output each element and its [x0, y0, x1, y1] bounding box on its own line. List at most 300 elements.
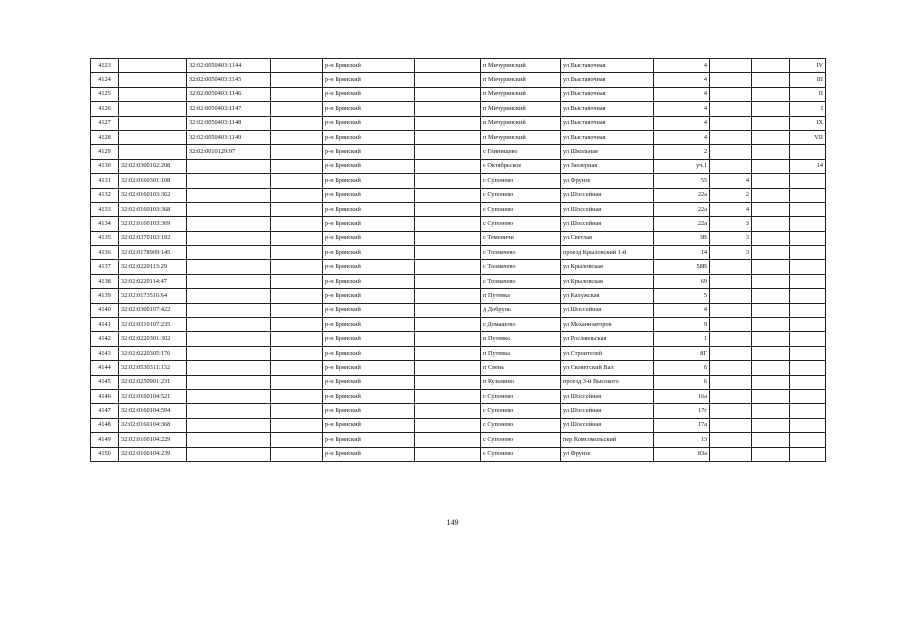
row-number-cell: 4128	[91, 130, 119, 144]
settlement-cell: п Мичуринский	[481, 116, 561, 130]
room-cell	[790, 404, 826, 418]
cadastral-number-cell: 32:02:0300107:422	[119, 303, 187, 317]
room-cell	[790, 332, 826, 346]
empty-cell	[415, 361, 481, 375]
empty-cell	[752, 375, 790, 389]
district-cell: р-н Брянский	[323, 346, 415, 360]
house-number-cell: 6	[654, 361, 710, 375]
room-cell: III	[790, 73, 826, 87]
street-cell: пер Комсомольский	[561, 433, 654, 447]
empty-cell	[271, 274, 323, 288]
settlement-cell: с Супонево	[481, 447, 561, 461]
table-row	[91, 375, 826, 389]
empty-cell	[752, 332, 790, 346]
empty-cell	[415, 231, 481, 245]
settlement-cell: с Супонево	[481, 404, 561, 418]
room-cell	[790, 375, 826, 389]
table-row	[91, 447, 826, 461]
empty-cell	[271, 188, 323, 202]
house-number-cell: 4	[654, 73, 710, 87]
house-number-cell: 58В	[654, 260, 710, 274]
empty-cell	[752, 202, 790, 216]
empty-cell	[752, 246, 790, 260]
cadastral-number-cell	[119, 73, 187, 87]
empty-cell	[752, 404, 790, 418]
empty-cell	[271, 202, 323, 216]
row-number-cell: 4142	[91, 332, 119, 346]
district-cell: р-н Брянский	[323, 289, 415, 303]
street-cell: ул Выставочная	[561, 73, 654, 87]
row-number-cell: 4150	[91, 447, 119, 461]
empty-cell	[752, 73, 790, 87]
district-cell: р-н Брянский	[323, 116, 415, 130]
empty-cell	[271, 375, 323, 389]
house-number-cell: 4	[654, 303, 710, 317]
empty-cell	[752, 116, 790, 130]
row-number-cell: 4133	[91, 202, 119, 216]
room-cell	[790, 217, 826, 231]
district-cell: р-н Брянский	[323, 174, 415, 188]
district-cell: р-н Брянский	[323, 260, 415, 274]
street-cell: ул Калужская	[561, 289, 654, 303]
empty-cell	[271, 116, 323, 130]
row-number-cell: 4123	[91, 59, 119, 73]
room-cell: IX	[790, 116, 826, 130]
cadastral-number-building-cell	[187, 346, 271, 360]
empty-cell	[271, 447, 323, 461]
apartment-cell	[710, 159, 752, 173]
apartment-cell	[710, 130, 752, 144]
table-row	[91, 389, 826, 403]
table-row	[91, 130, 826, 144]
street-cell: ул Шоссейная	[561, 303, 654, 317]
empty-cell	[271, 404, 323, 418]
street-cell: ул Заозерная	[561, 159, 654, 173]
district-cell: р-н Брянский	[323, 447, 415, 461]
table-row	[91, 217, 826, 231]
cadastral-number-building-cell: 32:02:0010129:97	[187, 145, 271, 159]
cadastral-number-building-cell	[187, 274, 271, 288]
district-cell: р-н Брянский	[323, 231, 415, 245]
row-number-cell: 4144	[91, 361, 119, 375]
table-row	[91, 260, 826, 274]
street-cell: ул Шоссейная	[561, 404, 654, 418]
empty-cell	[271, 130, 323, 144]
empty-cell	[415, 73, 481, 87]
street-cell: ул Шоссейная	[561, 217, 654, 231]
house-number-cell: 8Г	[654, 346, 710, 360]
table-row	[91, 318, 826, 332]
empty-cell	[752, 303, 790, 317]
street-cell: ул Выставочная	[561, 130, 654, 144]
cadastral-number-cell	[119, 59, 187, 73]
row-number-cell: 4136	[91, 246, 119, 260]
house-number-cell: 4	[654, 59, 710, 73]
house-number-cell: 4	[654, 116, 710, 130]
empty-cell	[415, 332, 481, 346]
settlement-cell: с Супонево	[481, 389, 561, 403]
settlement-cell: с Супонево	[481, 217, 561, 231]
settlement-cell: с Супонево	[481, 188, 561, 202]
cadastral-number-cell: 32:02:0160104:229	[119, 433, 187, 447]
table-row	[91, 418, 826, 432]
apartment-cell	[710, 447, 752, 461]
empty-cell	[752, 318, 790, 332]
row-number-cell: 4141	[91, 318, 119, 332]
settlement-cell: с Домашово	[481, 318, 561, 332]
settlement-cell: с Супонево	[481, 433, 561, 447]
cadastral-number-building-cell: 32:02:0050403:1147	[187, 102, 271, 116]
empty-cell	[415, 346, 481, 360]
cadastral-number-cell	[119, 116, 187, 130]
district-cell: р-н Брянский	[323, 202, 415, 216]
empty-cell	[271, 217, 323, 231]
empty-cell	[415, 59, 481, 73]
settlement-cell: п Свень	[481, 361, 561, 375]
empty-cell	[415, 202, 481, 216]
empty-cell	[271, 87, 323, 101]
street-cell: ул.Светлая	[561, 231, 654, 245]
room-cell	[790, 289, 826, 303]
table-row	[91, 202, 826, 216]
apartment-cell	[710, 375, 752, 389]
table-row	[91, 145, 826, 159]
table-row	[91, 332, 826, 346]
cadastral-number-cell: 32:02:0160103:368	[119, 202, 187, 216]
table-row	[91, 188, 826, 202]
district-cell: р-н Брянский	[323, 418, 415, 432]
empty-cell	[271, 260, 323, 274]
room-cell	[790, 346, 826, 360]
empty-cell	[415, 174, 481, 188]
street-cell: ул Сковетский Вал	[561, 361, 654, 375]
table-row	[91, 274, 826, 288]
room-cell	[790, 418, 826, 432]
cadastral-number-building-cell	[187, 404, 271, 418]
empty-cell	[415, 433, 481, 447]
empty-cell	[752, 231, 790, 245]
street-cell: ул Фрунзе	[561, 447, 654, 461]
apartment-cell	[710, 73, 752, 87]
cadastral-number-building-cell: 32:02:0050403:1146	[187, 87, 271, 101]
empty-cell	[415, 318, 481, 332]
empty-cell	[415, 389, 481, 403]
table-row	[91, 361, 826, 375]
apartment-cell	[710, 145, 752, 159]
room-cell	[790, 303, 826, 317]
row-number-cell: 4125	[91, 87, 119, 101]
apartment-cell	[710, 404, 752, 418]
cadastral-number-building-cell	[187, 260, 271, 274]
cadastral-number-building-cell	[187, 202, 271, 216]
table-row	[91, 87, 826, 101]
street-cell: ул Крыловская	[561, 274, 654, 288]
house-number-cell: 1	[654, 332, 710, 346]
empty-cell	[271, 246, 323, 260]
cadastral-number-cell	[119, 130, 187, 144]
room-cell	[790, 174, 826, 188]
cadastral-number-cell	[119, 145, 187, 159]
empty-cell	[752, 389, 790, 403]
empty-cell	[415, 188, 481, 202]
room-cell	[790, 361, 826, 375]
settlement-cell: с Толмачево	[481, 274, 561, 288]
row-number-cell: 4132	[91, 188, 119, 202]
street-cell: ул Выставочная	[561, 87, 654, 101]
empty-cell	[752, 361, 790, 375]
settlement-cell: п Мичуринский	[481, 73, 561, 87]
apartment-cell: 3	[710, 217, 752, 231]
row-number-cell: 4140	[91, 303, 119, 317]
house-number-cell: 17г	[654, 404, 710, 418]
row-number-cell: 4129	[91, 145, 119, 159]
cadastral-number-cell	[119, 102, 187, 116]
empty-cell	[271, 289, 323, 303]
street-cell: ул Механизаторов	[561, 318, 654, 332]
settlement-cell: п Мичуринский	[481, 59, 561, 73]
house-number-cell: 4	[654, 102, 710, 116]
row-number-cell: 4148	[91, 418, 119, 432]
room-cell: VII	[790, 130, 826, 144]
apartment-cell	[710, 346, 752, 360]
house-number-cell: уч.1	[654, 159, 710, 173]
room-cell: IV	[790, 59, 826, 73]
apartment-cell	[710, 116, 752, 130]
house-number-cell: 22а	[654, 188, 710, 202]
district-cell: р-н Брянский	[323, 361, 415, 375]
settlement-cell: д Добрунь	[481, 303, 561, 317]
cadastral-number-cell: 32:02:0300102:208	[119, 159, 187, 173]
cadastral-number-cell: 32:02:0530311:132	[119, 361, 187, 375]
cadastral-number-cell: 32:02:0178909:145	[119, 246, 187, 260]
empty-cell	[271, 418, 323, 432]
apartment-cell	[710, 102, 752, 116]
district-cell: р-н Брянский	[323, 433, 415, 447]
apartment-cell	[710, 418, 752, 432]
house-number-cell: 4	[654, 130, 710, 144]
house-number-cell: 9	[654, 318, 710, 332]
district-cell: р-н Брянский	[323, 73, 415, 87]
empty-cell	[415, 130, 481, 144]
district-cell: р-н Брянский	[323, 318, 415, 332]
room-cell	[790, 202, 826, 216]
apartment-cell	[710, 433, 752, 447]
district-cell: р-н Брянский	[323, 87, 415, 101]
cadastral-number-cell: 32:02:0160104:594	[119, 404, 187, 418]
house-number-cell: 4	[654, 87, 710, 101]
room-cell	[790, 389, 826, 403]
cadastral-number-building-cell	[187, 361, 271, 375]
registry-table	[90, 58, 826, 462]
cadastral-number-cell: 32:02:0160104:239	[119, 447, 187, 461]
apartment-cell	[710, 332, 752, 346]
cadastral-number-cell: 32:02:0160301:108	[119, 174, 187, 188]
settlement-cell: с Толмачево	[481, 260, 561, 274]
empty-cell	[415, 289, 481, 303]
apartment-cell	[710, 87, 752, 101]
house-number-cell: 69	[654, 274, 710, 288]
table-row	[91, 159, 826, 173]
house-number-cell: 14	[654, 246, 710, 260]
district-cell: р-н Брянский	[323, 102, 415, 116]
row-number-cell: 4134	[91, 217, 119, 231]
table-row	[91, 73, 826, 87]
table-row	[91, 174, 826, 188]
district-cell: р-н Брянский	[323, 404, 415, 418]
room-cell	[790, 246, 826, 260]
cadastral-number-cell: 32:02:0220305:176	[119, 346, 187, 360]
house-number-cell: 5	[654, 289, 710, 303]
page-number: 149	[446, 518, 459, 527]
district-cell: р-н Брянский	[323, 217, 415, 231]
house-number-cell: 55	[654, 174, 710, 188]
empty-cell	[752, 145, 790, 159]
empty-cell	[752, 188, 790, 202]
street-cell: ул Шоссейная	[561, 389, 654, 403]
cadastral-number-building-cell: 32:02:0050403:1145	[187, 73, 271, 87]
cadastral-number-cell: 32:02:0220114:47	[119, 274, 187, 288]
cadastral-number-building-cell	[187, 332, 271, 346]
empty-cell	[271, 73, 323, 87]
settlement-cell: с Супонево	[481, 418, 561, 432]
empty-cell	[752, 289, 790, 303]
empty-cell	[415, 418, 481, 432]
cadastral-number-cell: 32:02:0160103:362	[119, 188, 187, 202]
empty-cell	[415, 116, 481, 130]
cadastral-number-cell: 32:02:0250901:231	[119, 375, 187, 389]
table-row	[91, 59, 826, 73]
cadastral-number-cell: 32:02:0160104:521	[119, 389, 187, 403]
room-cell	[790, 318, 826, 332]
street-cell: ул Шоссейная	[561, 188, 654, 202]
empty-cell	[415, 303, 481, 317]
cadastral-number-cell: 32:02:0370103:192	[119, 231, 187, 245]
apartment-cell	[710, 289, 752, 303]
house-number-cell: 13	[654, 433, 710, 447]
settlement-cell: п Мичуринский	[481, 102, 561, 116]
empty-cell	[752, 447, 790, 461]
empty-cell	[271, 318, 323, 332]
table-row	[91, 231, 826, 245]
empty-cell	[752, 346, 790, 360]
apartment-cell	[710, 318, 752, 332]
room-cell: II	[790, 87, 826, 101]
district-cell: р-н Брянский	[323, 145, 415, 159]
row-number-cell: 4124	[91, 73, 119, 87]
empty-cell	[415, 217, 481, 231]
street-cell: ул Выставочная	[561, 102, 654, 116]
settlement-cell: п Путевка	[481, 332, 561, 346]
cadastral-number-building-cell	[187, 433, 271, 447]
cadastral-number-building-cell	[187, 188, 271, 202]
district-cell: р-н Брянский	[323, 375, 415, 389]
room-cell	[790, 231, 826, 245]
row-number-cell: 4130	[91, 159, 119, 173]
empty-cell	[415, 274, 481, 288]
cadastral-number-building-cell	[187, 289, 271, 303]
cadastral-number-building-cell: 32:02:0050403:1149	[187, 130, 271, 144]
table-row	[91, 289, 826, 303]
settlement-cell: с Глинищево	[481, 145, 561, 159]
row-number-cell: 4147	[91, 404, 119, 418]
street-cell: ул Крыловская	[561, 260, 654, 274]
street-cell: ул Выставочная	[561, 116, 654, 130]
table-row	[91, 303, 826, 317]
empty-cell	[415, 404, 481, 418]
empty-cell	[271, 174, 323, 188]
empty-cell	[752, 159, 790, 173]
row-number-cell: 4149	[91, 433, 119, 447]
empty-cell	[271, 145, 323, 159]
cadastral-number-cell	[119, 87, 187, 101]
room-cell	[790, 433, 826, 447]
cadastral-number-building-cell	[187, 318, 271, 332]
apartment-cell	[710, 260, 752, 274]
street-cell: ул Школьная	[561, 145, 654, 159]
empty-cell	[271, 433, 323, 447]
empty-cell	[415, 447, 481, 461]
empty-cell	[271, 303, 323, 317]
room-cell	[790, 274, 826, 288]
cadastral-number-building-cell	[187, 159, 271, 173]
cadastral-number-building-cell	[187, 217, 271, 231]
row-number-cell: 4139	[91, 289, 119, 303]
district-cell: р-н Брянский	[323, 246, 415, 260]
cadastral-number-building-cell: 32:02:0050403:1144	[187, 59, 271, 73]
street-cell: ул Строителей	[561, 346, 654, 360]
cadastral-number-cell: 32:02:0160103:369	[119, 217, 187, 231]
row-number-cell: 4145	[91, 375, 119, 389]
room-cell	[790, 447, 826, 461]
settlement-cell: п Кузьмино	[481, 375, 561, 389]
empty-cell	[271, 332, 323, 346]
cadastral-number-building-cell: 32:02:0050403:1148	[187, 116, 271, 130]
apartment-cell	[710, 361, 752, 375]
registry-table-body	[91, 59, 826, 462]
house-number-cell: 3В	[654, 231, 710, 245]
cadastral-number-building-cell	[187, 375, 271, 389]
cadastral-number-building-cell	[187, 231, 271, 245]
empty-cell	[752, 217, 790, 231]
empty-cell	[415, 102, 481, 116]
cadastral-number-cell: 32:02:0160104:368	[119, 418, 187, 432]
settlement-cell: п Мичуринский	[481, 130, 561, 144]
district-cell: р-н Брянский	[323, 59, 415, 73]
table-row	[91, 116, 826, 130]
empty-cell	[752, 87, 790, 101]
settlement-cell: п Путевка	[481, 346, 561, 360]
cadastral-number-building-cell	[187, 418, 271, 432]
row-number-cell: 4126	[91, 102, 119, 116]
empty-cell	[415, 145, 481, 159]
empty-cell	[271, 231, 323, 245]
street-cell: ул Выставочная	[561, 59, 654, 73]
table-row	[91, 433, 826, 447]
row-number-cell: 4137	[91, 260, 119, 274]
row-number-cell: 4135	[91, 231, 119, 245]
empty-cell	[271, 361, 323, 375]
house-number-cell: 83а	[654, 447, 710, 461]
empty-cell	[271, 59, 323, 73]
cadastral-number-cell: 32:02:0173516:64	[119, 289, 187, 303]
apartment-cell: 2	[710, 188, 752, 202]
settlement-cell: п Путевка	[481, 289, 561, 303]
cadastral-number-building-cell	[187, 303, 271, 317]
street-cell: ул Шоссейная	[561, 202, 654, 216]
empty-cell	[415, 375, 481, 389]
street-cell: проезд Крыловский 1-й	[561, 246, 654, 260]
empty-cell	[752, 418, 790, 432]
